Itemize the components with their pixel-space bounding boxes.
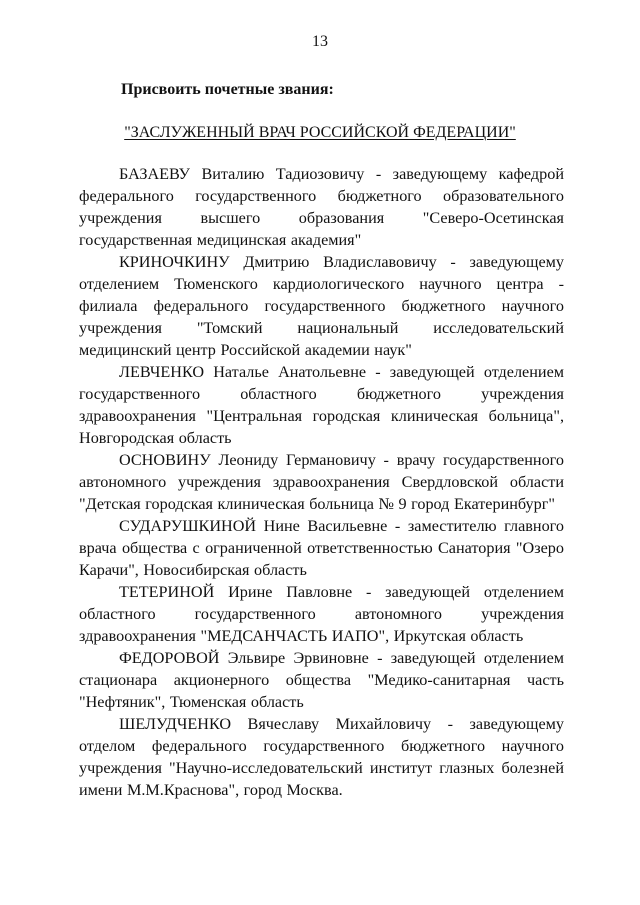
recipient-entry: ФЕДОРОВОЙ Эльвире Эрвиновне - заведующей отделением стационара акционерного общества "Медико-санитарная часть "Нефтяник", Тюменская область <box>79 649 564 711</box>
recipients-list <box>79 163 564 801</box>
recipient-entry: СУДАРУШКИНОЙ Нине Васильевне - заместителю главного врача общества с ограниченной ответственностью Санатория "Озеро Карачи", Новосибирская область <box>79 517 564 579</box>
section-heading: Присвоить почетные звания: <box>121 81 334 98</box>
award-title-text: "ЗАСЛУЖЕННЫЙ ВРАЧ РОССИЙСКОЙ ФЕДЕРАЦИИ" <box>124 124 516 141</box>
recipient-entry: ТЕТЕРИНОЙ Ирине Павловне - заведующей отделением областного государственного автономного учреждения здравоохранения "МЕДСАНЧАСТЬ ИАПО", Иркутская область <box>79 583 564 645</box>
recipient-entry: ОСНОВИНУ Леониду Германовичу - врачу государственного автономного учреждения здравоохранения Свердловской области "Детская городская клиническая больница № 9 город Екатеринбург" <box>79 451 564 513</box>
page-number: 13 <box>312 33 328 50</box>
recipient-entry: КРИНОЧКИНУ Дмитрию Владиславовичу - заведующему отделением Тюменского кардиологического научного центра - филиала федерального государственного бюджетного научного учреждения "Томский национальный исследовательский медицинский центр Российской академии наук" <box>79 253 564 359</box>
award-title <box>0 123 640 143</box>
recipient-entry: ШЕЛУДЧЕНКО Вячеславу Михайловичу - заведующему отделом федерального государственного бюджетного научного учреждения "Научно-исследовательский институт глазных болезней имени М.М.Краснова", город Москва. <box>79 715 564 799</box>
recipient-entry: БАЗАЕВУ Виталию Тадиозовичу - заведующему кафедрой федерального государственного бюджетного образовательного учреждения высшего образования "Северо-Осетинская государственная медицинская академия" <box>79 165 564 249</box>
recipient-entry: ЛЕВЧЕНКО Наталье Анатольевне - заведующей отделением государственного областного бюджетного учреждения здравоохранения "Центральная городская клиническая больница", Новгородская область <box>79 363 564 447</box>
